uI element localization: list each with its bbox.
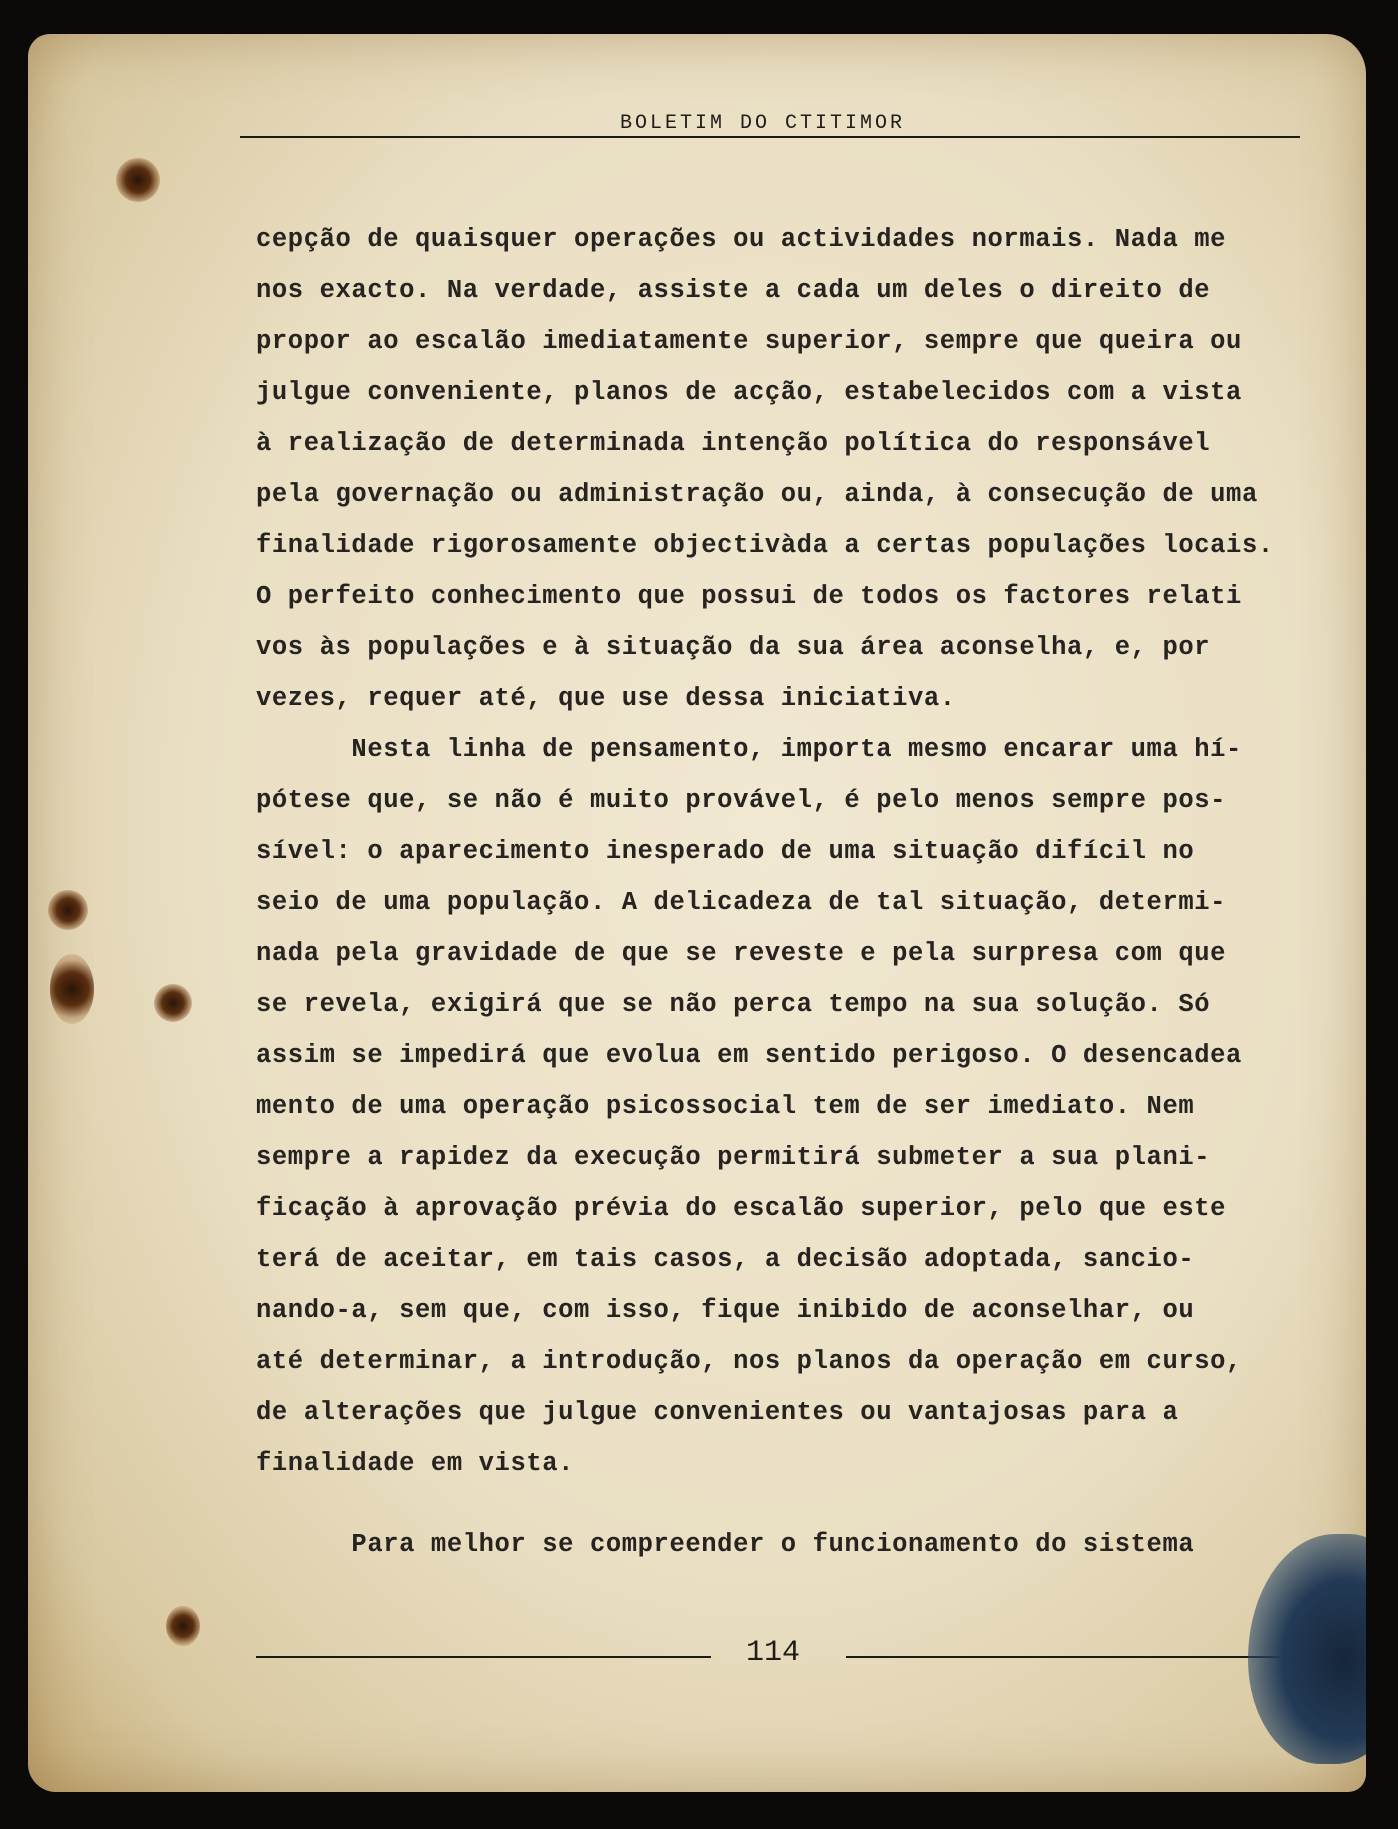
text-line: nando-a, sem que, com isso, fique inibido de aconselhar, ou (256, 1296, 1195, 1325)
rust-stain-left-3 (154, 984, 192, 1022)
header-title: BOLETIM DO CTITIMOR (620, 112, 906, 135)
paragraph-gap (256, 1489, 1336, 1519)
text-line-last-paragraph: Para melhor se compreender o funcionamento do sistema (256, 1530, 1195, 1559)
text-line: sível: o aparecimento inesperado de uma situação difícil no (256, 837, 1195, 866)
body-text (256, 214, 1336, 1570)
text-line: pela governação ou administração ou, ainda, à consecução de uma (256, 480, 1258, 509)
text-line: até determinar, a introdução, nos planos da operação em curso, (256, 1347, 1242, 1376)
page-number: 114 (746, 1636, 801, 1670)
text-line: cepção de quaisquer operações ou actividades normais. Nada me (256, 225, 1227, 254)
rust-stain-left-1 (48, 890, 88, 930)
text-line: finalidade rigorosamente objectivàda a certas populações locais. (256, 531, 1274, 560)
text-line: finalidade em vista. (256, 1449, 575, 1478)
text-line: vezes, requer até, que use dessa iniciativa. (256, 684, 956, 713)
text-line: nos exacto. Na verdade, assiste a cada um deles o direito de (256, 276, 1211, 305)
text-line: propor ao escalão imediatamente superior, sempre que queira ou (256, 327, 1242, 356)
text-line: à realização de determinada intenção política do responsável (256, 429, 1211, 458)
text-line: Nesta linha de pensamento, importa mesmo encarar uma hí- (256, 735, 1242, 764)
text-line: julgue conveniente, planos de acção, estabelecidos com a vista (256, 378, 1242, 407)
page-footer (256, 1634, 1316, 1674)
text-line: mento de uma operação psicossocial tem de ser imediato. Nem (256, 1092, 1195, 1121)
text-line: O perfeito conhecimento que possui de todos os factores relati (256, 582, 1242, 611)
text-line: nada pela gravidade de que se reveste e pela surpresa com que (256, 939, 1227, 968)
rust-stain-top-left (116, 158, 160, 202)
footer-rule-left (256, 1656, 711, 1658)
text-line: assim se impedirá que evolua em sentido perigoso. O desencadea (256, 1041, 1242, 1070)
header-rule (240, 136, 1300, 138)
text-line: pótese que, se não é muito provável, é pelo menos sempre pos- (256, 786, 1227, 815)
page-header (240, 110, 1300, 150)
text-line: vos às populações e à situação da sua área aconselha, e, por (256, 633, 1211, 662)
text-line: se revela, exigirá que se não perca tempo na sua solução. Só (256, 990, 1211, 1019)
text-line: seio de uma população. A delicadeza de tal situação, determi- (256, 888, 1227, 917)
rust-stain-bottom-left (166, 1606, 200, 1646)
document-page (28, 34, 1366, 1792)
text-line: de alterações que julgue convenientes ou vantajosas para a (256, 1398, 1179, 1427)
text-line: ficação à aprovação prévia do escalão superior, pelo que este (256, 1194, 1227, 1223)
text-line: sempre a rapidez da execução permitirá submeter a sua plani- (256, 1143, 1211, 1172)
rust-stain-left-2 (50, 954, 94, 1024)
text-line: terá de aceitar, em tais casos, a decisão adoptada, sancio- (256, 1245, 1195, 1274)
